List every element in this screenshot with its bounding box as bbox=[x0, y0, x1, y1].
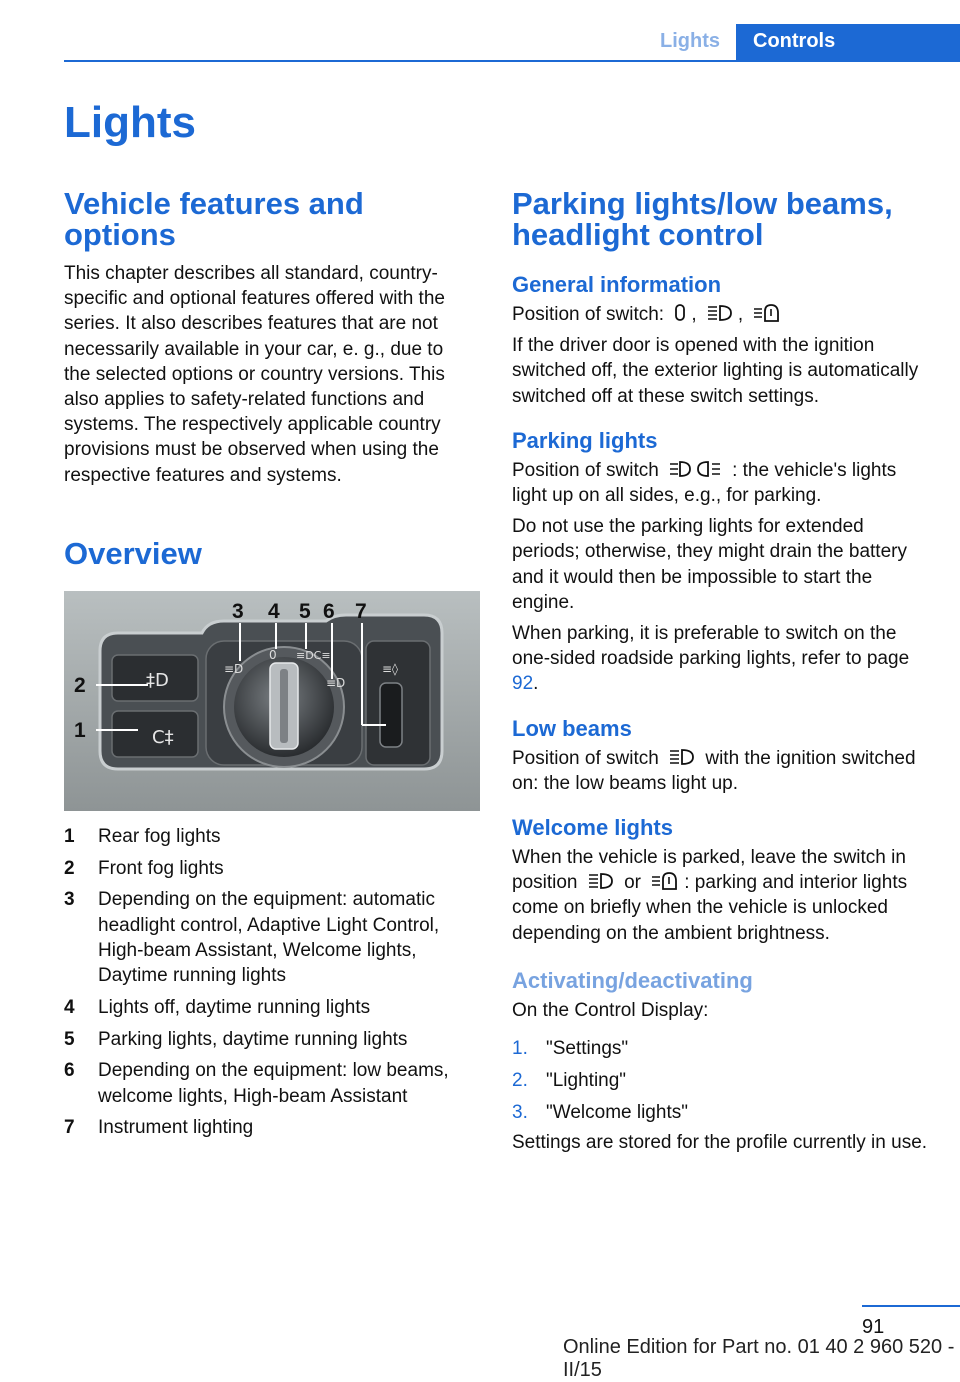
svg-text:≡D: ≡D bbox=[326, 675, 346, 690]
light-switch-panel-illustration bbox=[64, 591, 480, 811]
step-text: "Welcome lights" bbox=[546, 1101, 688, 1123]
low-beam-icon bbox=[668, 747, 696, 767]
list-item bbox=[512, 1100, 932, 1125]
callout-4: 4 bbox=[268, 599, 280, 623]
step-text: "Settings" bbox=[546, 1038, 629, 1060]
list-item-text: Instrument lighting bbox=[98, 1117, 254, 1139]
welcome-or: or bbox=[624, 872, 641, 894]
low-beams-prefix: Position of switch bbox=[512, 747, 659, 769]
general-switch-positions bbox=[512, 302, 932, 327]
steps-list bbox=[512, 1036, 932, 1125]
heading-activating-deactivating: Activating/deactivating bbox=[512, 967, 753, 993]
callout-5: 5 bbox=[299, 599, 311, 623]
list-item bbox=[64, 995, 474, 1020]
header-rule bbox=[64, 60, 960, 62]
right-column bbox=[512, 186, 932, 1156]
headlight-control-icon bbox=[752, 303, 782, 323]
list-item bbox=[64, 824, 474, 849]
step-number: 2. bbox=[512, 1069, 528, 1091]
chapter-title: Lights bbox=[64, 98, 196, 147]
page-reference-link[interactable]: 92 bbox=[512, 673, 534, 695]
list-item bbox=[64, 887, 474, 988]
callout-3: 3 bbox=[232, 599, 244, 623]
callout-2: 2 bbox=[74, 673, 86, 697]
heading-welcome-lights: Welcome lights bbox=[512, 815, 673, 841]
heading-overview: Overview bbox=[64, 535, 202, 571]
page-number: 91 bbox=[862, 1316, 885, 1338]
separator: , bbox=[691, 304, 697, 325]
parking-p3-period: . bbox=[533, 673, 539, 695]
svg-text:≡DC≡: ≡DC≡ bbox=[296, 648, 331, 662]
low-beam-auto-icon bbox=[706, 303, 734, 323]
parking-lights-icon bbox=[668, 459, 728, 479]
callout-7: 7 bbox=[355, 599, 367, 623]
welcome-suffix: : parking and interior lights come on briefly when the vehicle is unlocked depending on the ambient brightness. bbox=[512, 872, 908, 944]
list-item-number: 6 bbox=[64, 1060, 75, 1082]
svg-text:0: 0 bbox=[269, 647, 277, 662]
step-number: 1. bbox=[512, 1038, 528, 1060]
list-item-number: 3 bbox=[64, 889, 75, 911]
list-item-number: 7 bbox=[64, 1117, 75, 1139]
list-item bbox=[64, 1058, 474, 1108]
step-number: 3. bbox=[512, 1101, 528, 1123]
parking-prefix: Position of switch bbox=[512, 459, 659, 481]
step-text: "Lighting" bbox=[546, 1069, 627, 1091]
header-tab-lights[interactable]: Lights bbox=[660, 30, 720, 52]
parking-suffix: : the vehicle's lights light up on all sides, e.g., for parking. bbox=[512, 459, 897, 507]
lights-off-icon bbox=[673, 303, 687, 323]
callout-1: 1 bbox=[74, 718, 86, 742]
list-item bbox=[64, 856, 474, 881]
list-item bbox=[512, 1068, 932, 1093]
heading-parking-lights: Parking lights bbox=[512, 427, 658, 453]
list-item-text: Depending on the equipment: low beams, welcome lights, High-beam Assistant bbox=[98, 1060, 449, 1107]
list-item-text: Rear fog lights bbox=[98, 825, 221, 847]
svg-text:≡D: ≡D bbox=[224, 661, 244, 676]
heading-general-information: General information bbox=[512, 272, 722, 297]
low-beam-icon bbox=[587, 871, 615, 891]
light-switch-photo bbox=[64, 591, 480, 811]
list-item bbox=[512, 1036, 932, 1061]
list-item-text: Front fog lights bbox=[98, 857, 224, 879]
welcome-prefix: When the vehicle is parked, leave the switch in position bbox=[512, 847, 906, 894]
list-item-number: 1 bbox=[64, 825, 75, 847]
parking-p3-text: When parking, it is preferable to switch on the one-sided roadside parking lights, refer to page bbox=[512, 623, 910, 670]
heading-vehicle-features: Vehicle features and options bbox=[64, 186, 364, 252]
list-item-text: Depending on the equipment: automatic headlight control, Adaptive Light Control, High-beam Assistant, Welcome lights, Daytime running lights bbox=[98, 889, 440, 987]
activate-paragraph: On the Control Display: bbox=[512, 999, 709, 1021]
svg-text:‡D: ‡D bbox=[146, 669, 169, 691]
separator: , bbox=[737, 304, 744, 325]
heading-low-beams: Low beams bbox=[512, 715, 632, 741]
list-item-text: Parking lights, daytime running lights bbox=[98, 1028, 408, 1050]
list-item-number: 2 bbox=[64, 857, 75, 879]
left-column bbox=[64, 186, 474, 1147]
list-item-number: 4 bbox=[64, 996, 75, 1018]
svg-text:≡◊: ≡◊ bbox=[382, 661, 398, 676]
general-prefix: Position of switch: bbox=[512, 304, 665, 325]
settings-paragraph: Settings are stored for the profile currently in use. bbox=[512, 1132, 928, 1154]
welcome-paragraph bbox=[512, 845, 932, 946]
low-beams-paragraph bbox=[512, 746, 932, 796]
general-paragraph: If the driver door is opened with the ignition switched off, the exterior lighting is automatically switched off at these switch settings. bbox=[512, 335, 919, 407]
overview-legend-list bbox=[64, 824, 474, 1141]
parking-paragraph-2: Do not use the parking lights for extended periods; otherwise, they might drain the battery and it would then be impossible to start the engine. bbox=[512, 516, 907, 613]
callout-6: 6 bbox=[323, 599, 335, 623]
list-item-number: 5 bbox=[64, 1028, 75, 1050]
footer-rule bbox=[862, 1305, 960, 1307]
edition-note: Online Edition for Part no. 01 40 2 960 520 - II/15 bbox=[563, 1336, 955, 1381]
list-item bbox=[64, 1115, 474, 1140]
headlight-control-icon bbox=[650, 871, 680, 891]
heading-parking-low-beams: Parking lights/low beams, headlight control bbox=[512, 186, 893, 252]
svg-text:C‡: C‡ bbox=[152, 726, 174, 748]
parking-paragraph-3 bbox=[512, 621, 932, 697]
header-tab-controls[interactable]: Controls bbox=[736, 24, 960, 60]
list-item-text: Lights off, daytime running lights bbox=[98, 996, 371, 1018]
list-item bbox=[64, 1027, 474, 1052]
parking-paragraph-1 bbox=[512, 458, 932, 508]
low-beams-suffix: with the ignition switched on: the low beams light up. bbox=[512, 747, 916, 794]
features-paragraph: This chapter describes all standard, country-specific and optional features offered with the series. It also describes features that are not necessarily available in your car, e. g., due to the selected options or country versions. This also applies to safety-related functions and systems. The respectively applicable country provisions must be observed when using the respective features and systems. bbox=[64, 263, 445, 486]
